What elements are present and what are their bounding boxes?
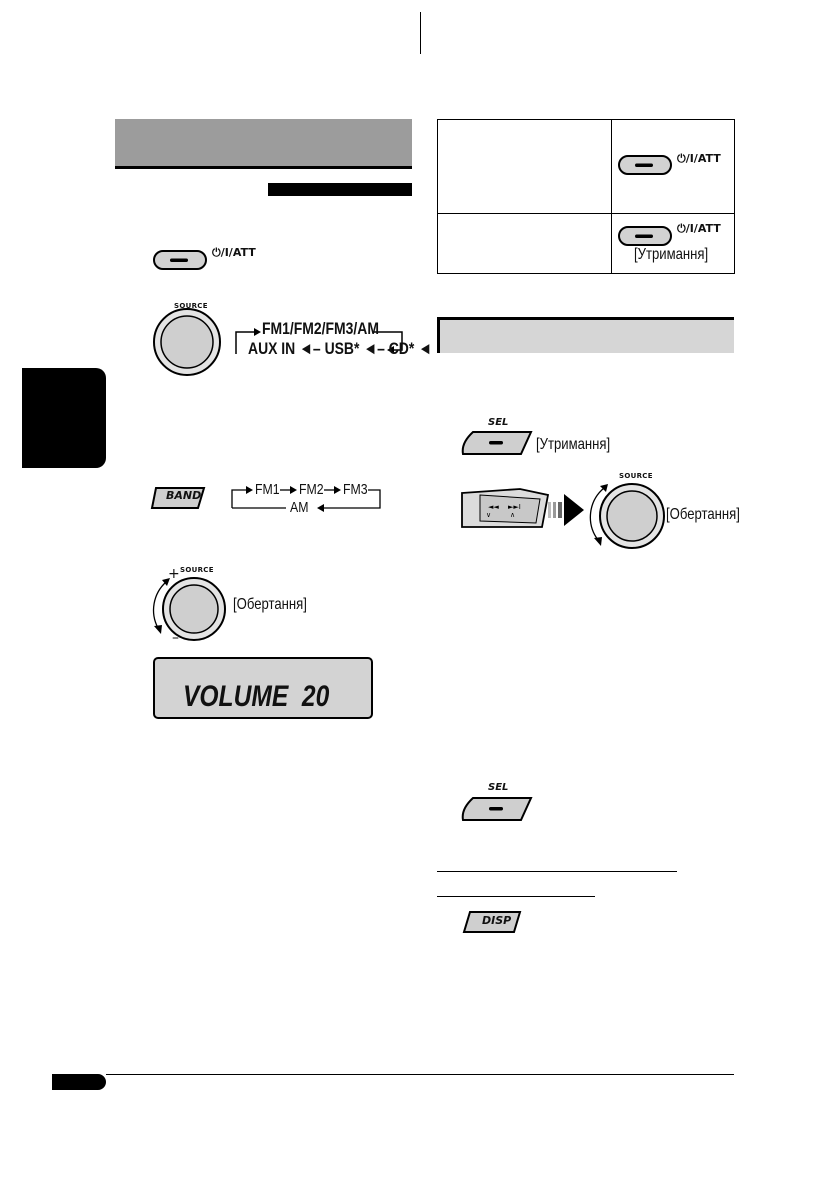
underline-rule (437, 871, 677, 872)
arrow-left-icon: ◄ (418, 339, 432, 358)
svg-text:◄◄: ◄◄ (488, 503, 499, 511)
page-number-tab (52, 1074, 106, 1090)
source-aux-in: AUX IN (248, 339, 296, 358)
power-symbol-label: ⏻/I/ATT (677, 152, 721, 165)
svg-text:∧: ∧ (510, 511, 516, 519)
sel-button[interactable] (459, 428, 535, 458)
volume-plus-icon: + (168, 566, 180, 582)
source-cd: CD* (388, 339, 415, 358)
sel-button-label: SEL (488, 782, 509, 793)
svg-text:∨: ∨ (486, 511, 492, 519)
band-fm1: FM1 (255, 481, 280, 498)
arrow-left-icon: ◄– (299, 339, 321, 358)
section-header-underline (115, 166, 412, 169)
source-cycle-row1: FM1/FM2/FM3/AM (262, 319, 379, 338)
source-cycle-row2 (248, 339, 432, 359)
power-symbol-label: ⏻/I/ATT (212, 246, 256, 259)
volume-knob-source-label: SOURCE (180, 566, 214, 574)
section-header-bar (115, 119, 412, 168)
band-am: AM (290, 499, 309, 516)
front-panel-illustration (460, 487, 552, 531)
underline-rule (437, 896, 595, 897)
volume-minus-icon: – (172, 630, 179, 646)
source-usb: USB* (324, 339, 360, 358)
lcd-volume-text: VOLUME 20 (183, 680, 330, 713)
source-knob-label: SOURCE (619, 472, 653, 480)
rotate-hint-right: [Обертання] (666, 506, 740, 523)
sel-button[interactable] (459, 794, 535, 824)
footer-rule (106, 1074, 734, 1075)
power-symbol-label: ⏻/I/ATT (677, 222, 721, 235)
language-side-tab (22, 368, 106, 468)
disp-button-label: DISP (482, 914, 512, 927)
arrow-left-icon: ◄– (363, 339, 385, 358)
power-button[interactable] (152, 248, 210, 272)
subheader-black-bar (268, 183, 412, 196)
volume-knob[interactable] (148, 568, 230, 648)
band-fm2: FM2 (299, 481, 324, 498)
crop-mark (420, 12, 421, 54)
power-button[interactable] (617, 224, 675, 248)
hold-hint-table: [Утримання] (634, 246, 709, 263)
source-knob-label: SOURCE (174, 302, 208, 310)
section-header-bar-right (437, 317, 734, 353)
hold-hint-sel: [Утримання] (536, 436, 611, 453)
rotate-hint-left: [Обертання] (233, 596, 307, 613)
table-divider-vertical (611, 119, 612, 273)
svg-text:►►I: ►►I (508, 503, 521, 511)
power-button[interactable] (617, 153, 675, 177)
band-button-label: BAND (166, 489, 202, 502)
source-knob-rotate[interactable] (586, 478, 668, 550)
arrow-right-icon (546, 492, 586, 528)
table-divider-horizontal (437, 213, 734, 214)
band-fm3: FM3 (343, 481, 368, 498)
sel-button-label: SEL (488, 417, 509, 428)
source-knob[interactable] (151, 300, 223, 376)
